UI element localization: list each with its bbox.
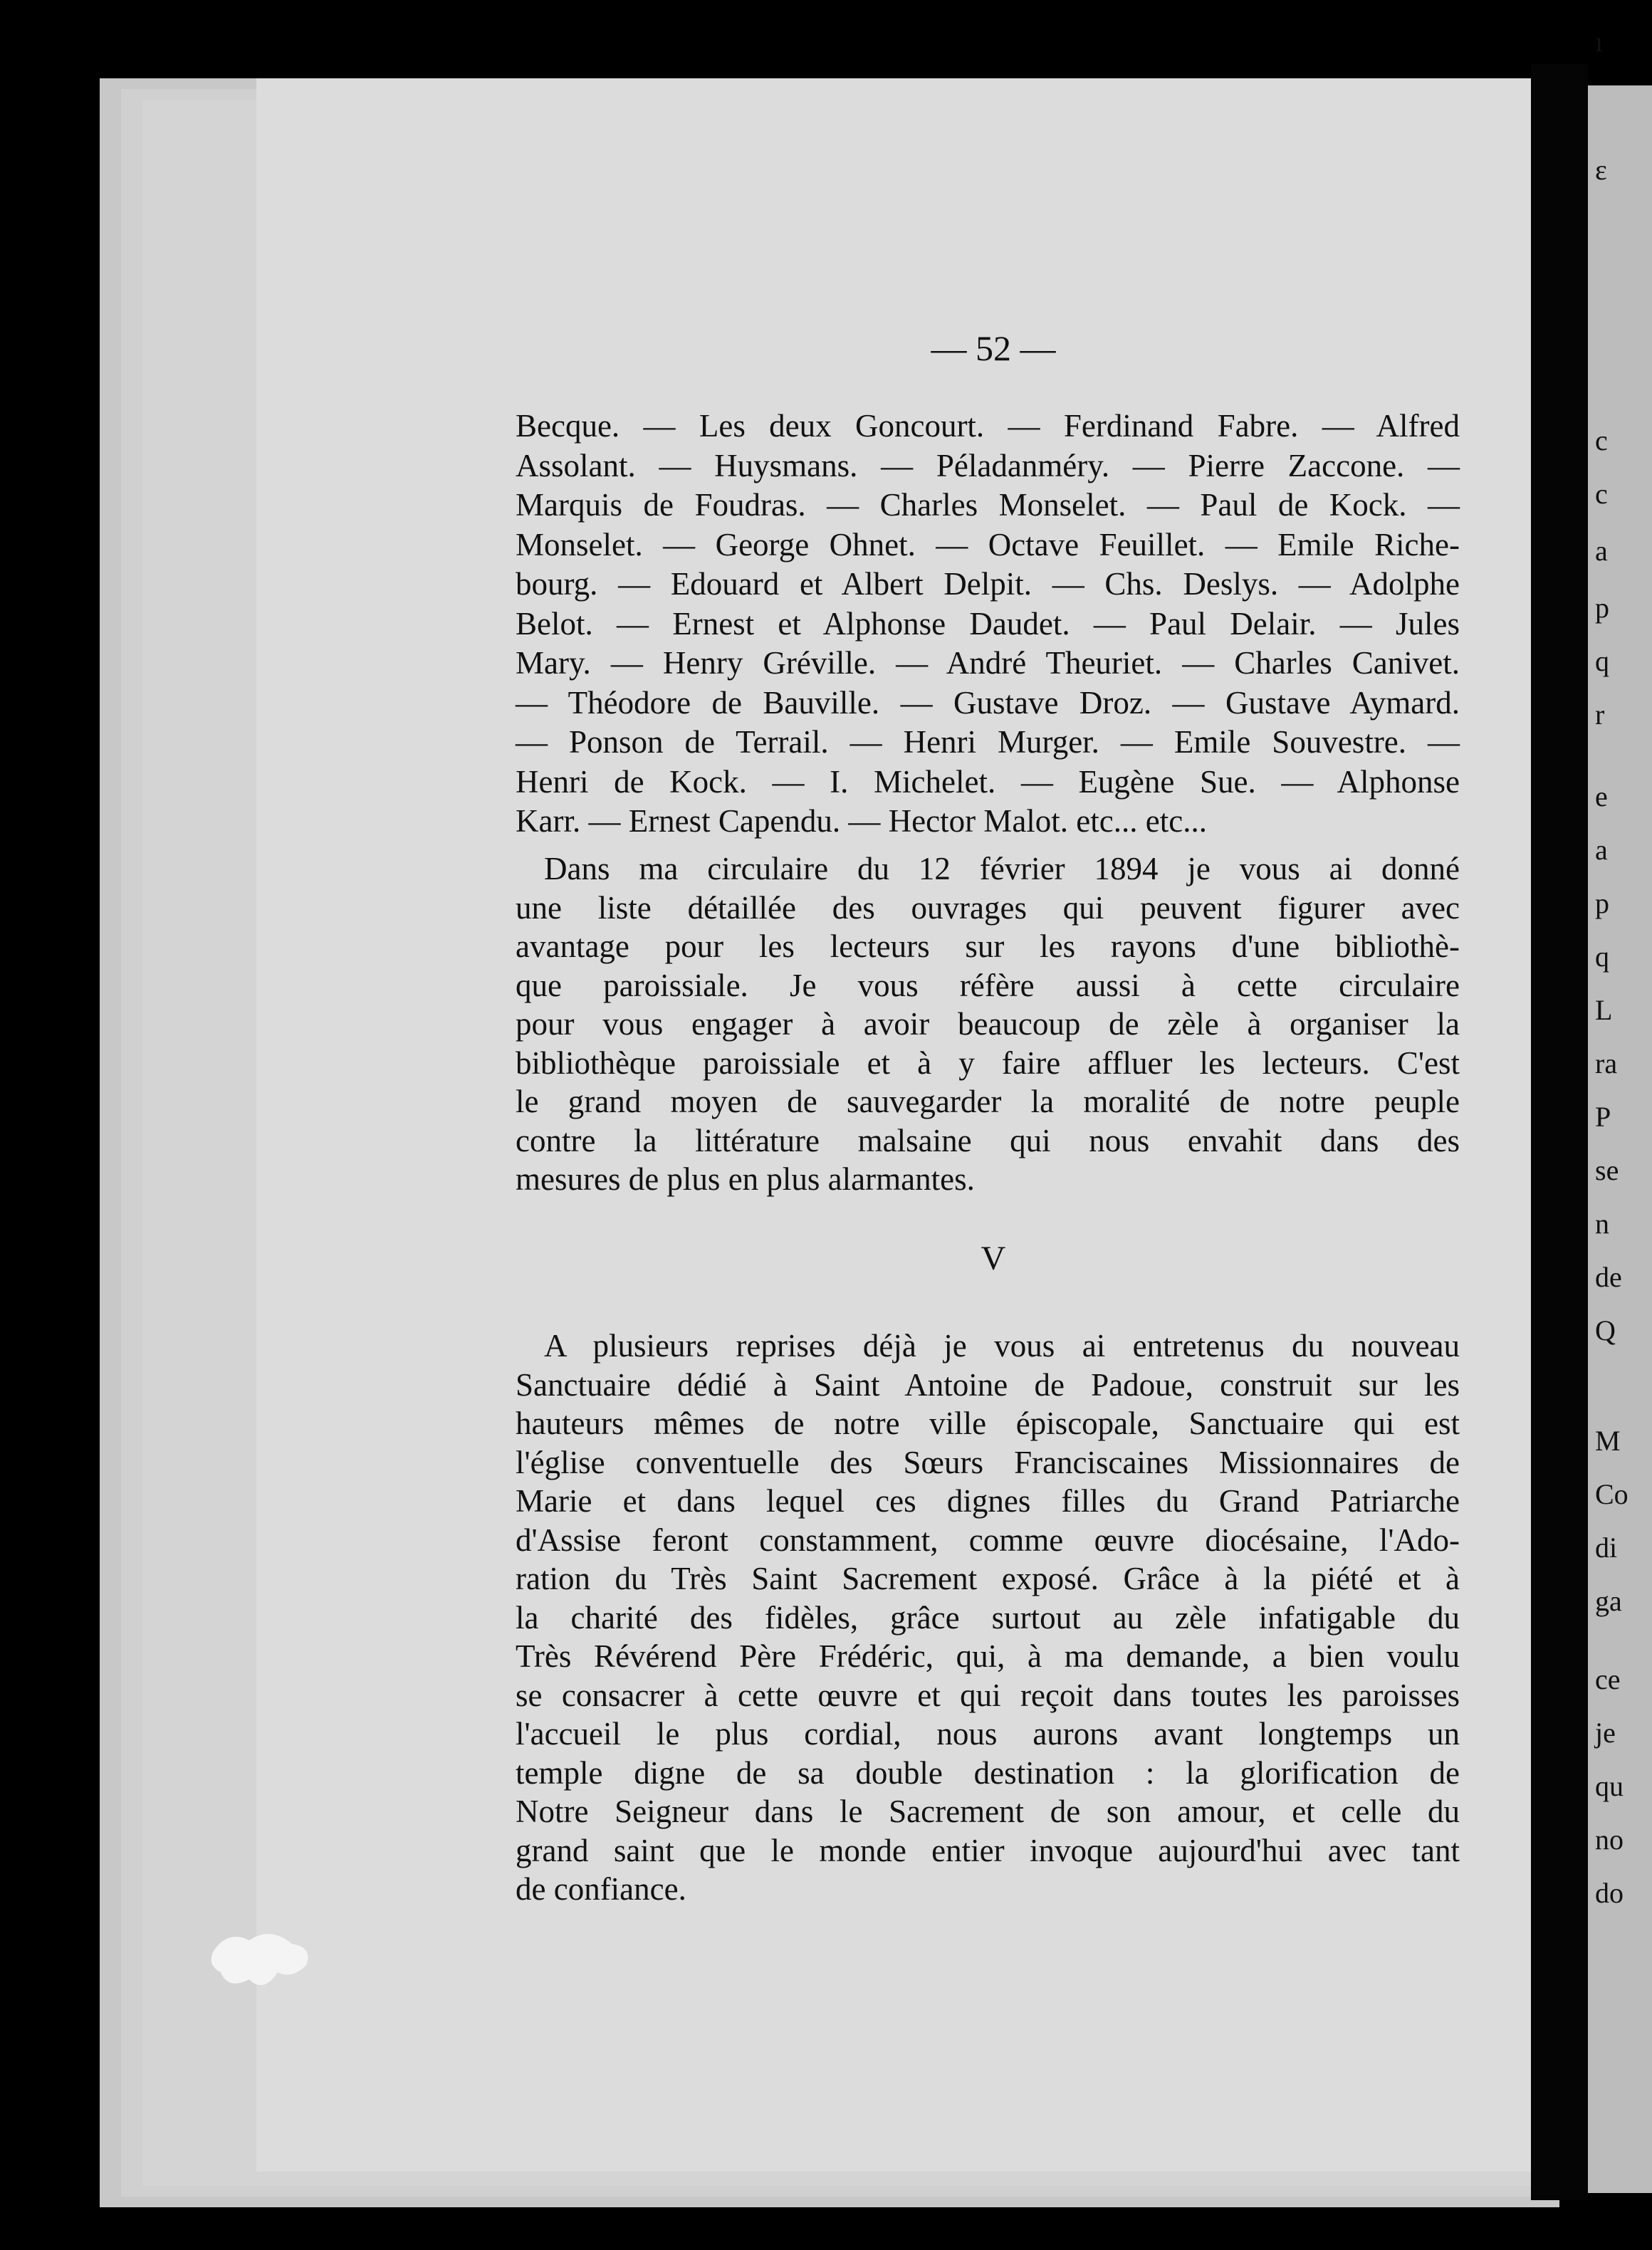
text-line: bibliothèque paroissiale et à y faire affluer les lecteurs. C'est bbox=[516, 1045, 1460, 1081]
text-line: Sanctuaire dédié à Saint Antoine de Padoue, construit sur les bbox=[516, 1366, 1460, 1403]
adjacent-fragment: ce bbox=[1595, 1663, 1621, 1695]
text-line: Très Révérend Père Frédéric, qui, à ma demande, a bien voulu bbox=[516, 1638, 1460, 1674]
adjacent-fragment: a bbox=[1595, 535, 1608, 567]
text-line: se consacrer à cette œuvre et qui reçoit dans toutes les paroisses bbox=[516, 1677, 1460, 1713]
adjacent-fragment: n bbox=[1595, 1208, 1609, 1240]
text-line: Karr. — Ernest Capendu. — Hector Malot. etc... etc... bbox=[516, 803, 1207, 839]
text-line: Mary. — Henry Gréville. — André Theuriet. — Charles Canivet. bbox=[516, 645, 1460, 681]
adjacent-fragment: je bbox=[1595, 1717, 1616, 1749]
text-line: avantage pour les lecteurs sur les rayons d'une bibliothè- bbox=[516, 928, 1460, 964]
adjacent-fragment: Co bbox=[1595, 1478, 1629, 1510]
text-line: ration du Très Saint Sacrement exposé. Grâce à la piété et à bbox=[516, 1561, 1460, 1596]
text-line: Henri de Kock. — I. Michelet. — Eugène Sue. — Alphonse bbox=[516, 763, 1460, 800]
adjacent-fragment: c bbox=[1595, 478, 1608, 510]
section-heading: V bbox=[981, 1240, 1006, 1277]
adjacent-fragment: q bbox=[1595, 645, 1609, 677]
adjacent-fragment: e bbox=[1595, 780, 1608, 812]
adjacent-fragment: no bbox=[1595, 1823, 1624, 1856]
text-line: — Théodore de Bauville. — Gustave Droz. — Gustave Aymard. bbox=[516, 684, 1460, 721]
text-line: Notre Seigneur dans le Sacrement de son amour, et celle du bbox=[516, 1794, 1460, 1829]
text-line: le grand moyen de sauvegarder la moralité de notre peuple bbox=[516, 1084, 1460, 1119]
adjacent-fragment: L bbox=[1595, 994, 1613, 1026]
text-line: grand saint que le monde entier invoque aujourd'hui avec tant bbox=[516, 1832, 1460, 1868]
text-line: hauteurs mêmes de notre ville épiscopale, Sanctuaire qui est bbox=[516, 1406, 1460, 1441]
adjacent-fragment: se bbox=[1595, 1154, 1619, 1186]
text-line: — Ponson de Terrail. — Henri Murger. — Emile Souvestre. — bbox=[516, 724, 1460, 760]
adjacent-fragment: de bbox=[1595, 1261, 1622, 1293]
paper-stain bbox=[206, 1922, 320, 2001]
text-line: une liste détaillée des ouvrages qui peuvent figurer avec bbox=[516, 889, 1460, 926]
text-line: Marie et dans lequel ces dignes filles du Grand Patriarche bbox=[516, 1483, 1460, 1519]
text-line: de confiance. bbox=[516, 1871, 686, 1907]
adjacent-fragment: q bbox=[1595, 941, 1609, 973]
text-line: contre la littérature malsaine qui nous envahit dans des bbox=[516, 1122, 1460, 1158]
adjacent-fragment: M bbox=[1595, 1425, 1621, 1457]
text-line: Monselet. — George Ohnet. — Octave Feuillet. — Emile Riche- bbox=[516, 526, 1460, 562]
text-line: Marquis de Foudras. — Charles Monselet. — Paul de Kock. — bbox=[516, 487, 1460, 523]
adjacent-fragment: P bbox=[1595, 1101, 1611, 1133]
text-line: la charité des fidèles, grâce surtout au zèle infatigable du bbox=[516, 1599, 1460, 1636]
text-line: pour vous engager à avoir beaucoup de zèle à organiser la bbox=[516, 1006, 1460, 1042]
adjacent-fragment: do bbox=[1595, 1877, 1624, 1909]
text-line: mesures de plus en plus alarmantes. bbox=[516, 1161, 975, 1197]
adjacent-fragment: ε bbox=[1595, 154, 1607, 186]
text-line: Assolant. — Huysmans. — Péladanméry. — Pierre Zaccone. — bbox=[516, 447, 1460, 483]
text-line: l'accueil le plus cordial, nous aurons avant longtemps un bbox=[516, 1716, 1460, 1752]
adjacent-fragment: r bbox=[1595, 698, 1605, 731]
text-line: d'Assise feront constamment, comme œuvre diocésaine, l'Ado- bbox=[516, 1522, 1460, 1558]
book-gutter bbox=[1531, 64, 1588, 2200]
text-line: bourg. — Edouard et Albert Delpit. — Chs. Deslys. — Adolphe bbox=[516, 566, 1460, 602]
adjacent-fragment: a bbox=[1595, 834, 1608, 866]
text-line: Dans ma circulaire du 12 février 1894 je vous ai donné bbox=[544, 851, 1460, 886]
adjacent-fragment: di bbox=[1595, 1532, 1618, 1564]
adjacent-fragment: p bbox=[1595, 592, 1609, 624]
text-line: Belot. — Ernest et Alphonse Daudet. — Paul Delair. — Jules bbox=[516, 605, 1460, 642]
text-line: que paroissiale. Je vous réfère aussi à cette circulaire bbox=[516, 967, 1460, 1003]
text-line: l'église conventuelle des Sœurs Franciscaines Missionnaires de bbox=[516, 1444, 1460, 1480]
adjacent-fragment: c bbox=[1595, 424, 1608, 456]
adjacent-fragment: Q bbox=[1595, 1314, 1616, 1346]
adjacent-fragment: p bbox=[1595, 887, 1609, 919]
adjacent-fragment: ga bbox=[1595, 1585, 1622, 1617]
text-line: temple digne de sa double destination : la glorification de bbox=[516, 1754, 1460, 1791]
text-line: A plusieurs reprises déjà je vous ai entretenus du nouveau bbox=[544, 1328, 1460, 1364]
adjacent-fragment: qu bbox=[1595, 1770, 1624, 1802]
adjacent-fragment: ra bbox=[1595, 1047, 1618, 1079]
page-number: — 52 — bbox=[931, 328, 1056, 368]
text-line: Becque. — Les deux Goncourt. — Ferdinand Fabre. — Alfred bbox=[516, 408, 1460, 444]
adjacent-fragment: ı bbox=[1595, 26, 1604, 58]
